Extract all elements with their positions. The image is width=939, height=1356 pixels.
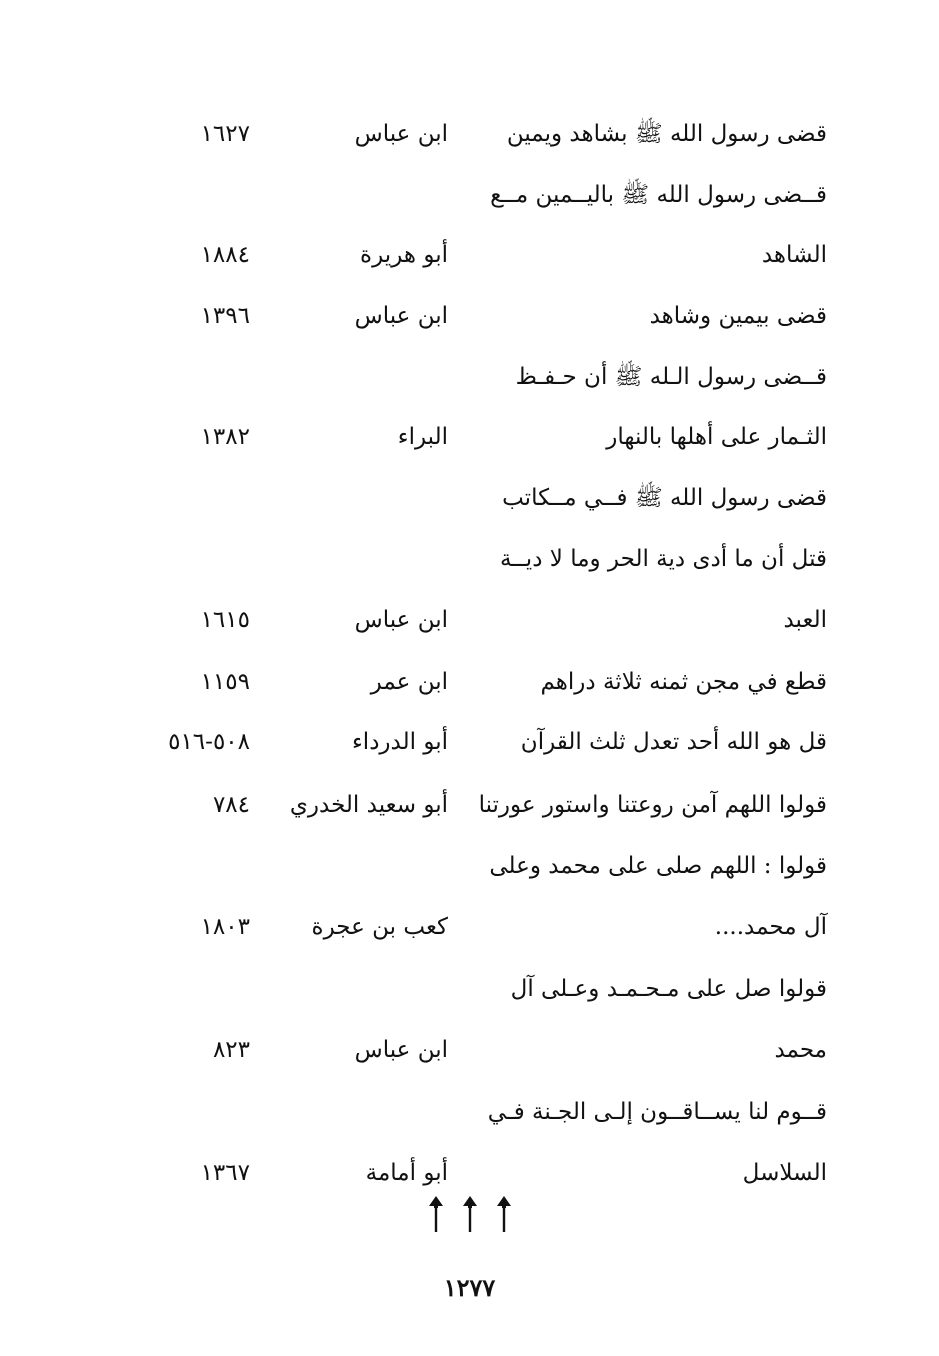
entry-narrator: البراء [397, 424, 448, 450]
list-item [0, 235, 939, 275]
entry-text: قولوا اللهم آمن روعتنا واستور عورتنا [478, 792, 827, 818]
entry-number: ٧٨٤ [212, 792, 250, 818]
entry-text: قتل أن ما أدى دية الحر وما لا ديــة [500, 546, 827, 572]
section-end-ornament [0, 1195, 939, 1235]
list-item [0, 478, 939, 518]
entry-narrator: ابن عباس [354, 607, 448, 633]
list-item [0, 417, 939, 457]
entry-number: ١٣٦٧ [200, 1160, 250, 1186]
entry-number: ١١٥٩ [200, 669, 250, 695]
entry-text: محمد [774, 1037, 827, 1063]
list-item [0, 114, 939, 154]
list-item [0, 846, 939, 886]
list-item [0, 1030, 939, 1070]
entry-number: ٥٠٨-٥١٦ [168, 729, 250, 755]
entry-narrator: أبو أمامة [365, 1160, 448, 1186]
arrow-ornament-icon [496, 1195, 512, 1233]
list-item [0, 539, 939, 579]
entry-text: قطع في مجن ثمنه ثلاثة دراهم [540, 669, 827, 695]
entry-narrator: أبو سعيد الخدري [289, 792, 448, 818]
list-item [0, 1153, 939, 1193]
entry-text: قضى بيمين وشاهد [649, 303, 827, 329]
list-item [0, 600, 939, 640]
entry-number: ١٨٨٤ [200, 242, 250, 268]
entry-text: قولوا : اللهم صلى على محمد وعلى [489, 853, 827, 879]
entry-text: قــوم لنا يســاقــون إلـى الجـنة فـي [487, 1099, 827, 1125]
entry-number: ٨٢٣ [212, 1037, 250, 1063]
entry-narrator: كعب بن عجرة [311, 914, 448, 940]
list-item [0, 1092, 939, 1132]
list-item [0, 175, 939, 215]
entry-narrator: أبو هريرة [360, 242, 448, 268]
page-number: ١٢٧٧ [443, 1273, 496, 1302]
arrow-ornament-icon [428, 1195, 444, 1233]
entry-number: ١٦١٥ [200, 607, 250, 633]
entry-text: السلاسل [742, 1160, 827, 1186]
list-item [0, 969, 939, 1009]
arrow-ornament-icon [462, 1195, 478, 1233]
entry-narrator: أبو الدرداء [351, 729, 448, 755]
entry-text: قضى رسول الله ﷺ فــي مــكاتب [502, 485, 827, 511]
entry-text: قــضى رسول الـله ﷺ أن حـفـظ [515, 364, 827, 390]
list-item [0, 662, 939, 702]
list-item [0, 785, 939, 825]
entry-text: قضى رسول الله ﷺ بشاهد ويمين [506, 121, 827, 147]
entry-text: الشاهد [761, 242, 827, 268]
entry-text: قل هو الله أحد تعدل ثلث القرآن [520, 729, 827, 755]
entry-text: الثـمار على أهلها بالنهار [606, 424, 827, 450]
entry-narrator: ابن عباس [354, 121, 448, 147]
entry-text: قولوا صل على مـحـمـد وعـلى آل [510, 976, 827, 1002]
entry-narrator: ابن عباس [354, 303, 448, 329]
list-item [0, 722, 939, 762]
entry-number: ١٦٢٧ [200, 121, 250, 147]
entry-narrator: ابن عمر [370, 669, 448, 695]
entry-number: ١٣٨٢ [200, 424, 250, 450]
entry-number: ١٨٠٣ [200, 914, 250, 940]
list-item [0, 907, 939, 947]
entry-text: قــضى رسول الله ﷺ باليــمين مــع [490, 182, 827, 208]
entry-number: ١٣٩٦ [200, 303, 250, 329]
entry-narrator: ابن عباس [354, 1037, 448, 1063]
list-item [0, 296, 939, 336]
entry-text: العبد [783, 607, 827, 633]
entry-text: آل محمد.... [714, 914, 827, 940]
list-item [0, 357, 939, 397]
